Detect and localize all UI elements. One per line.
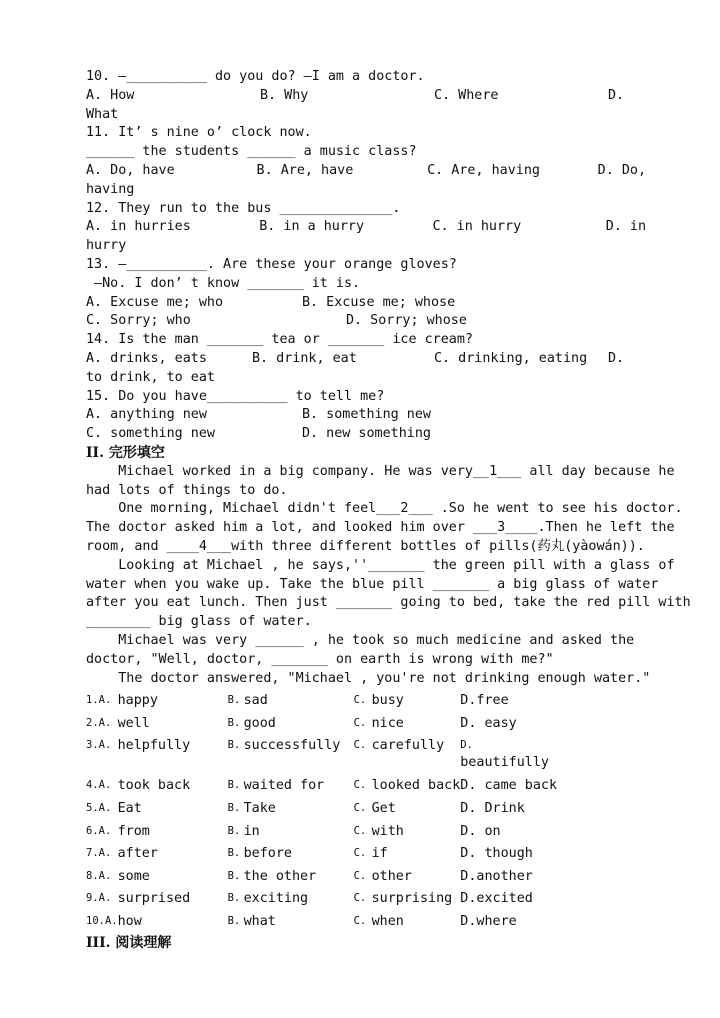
option-c-letter: C.	[353, 869, 367, 882]
option-b: B. Excuse me; whose	[302, 294, 456, 310]
passage-line: room, and ____4___with three different bottles of pills(药丸(yàowán)).	[86, 538, 645, 554]
option-number: 4.A.	[86, 779, 112, 792]
option-c: C. Sorry; who	[86, 313, 191, 329]
cloze-option-row	[86, 911, 580, 934]
option-a: A. Do, have	[86, 162, 175, 178]
option-a: A. How	[86, 87, 135, 103]
cloze-options-table	[86, 690, 580, 933]
option-c: with	[371, 823, 404, 839]
cloze-option-row	[86, 798, 580, 821]
question-13-options-ab	[86, 294, 646, 313]
passage-line: ________ big glass of water.	[86, 614, 312, 630]
worksheet-page	[86, 68, 691, 952]
option-c: when	[371, 914, 404, 930]
option-c-letter: C.	[353, 802, 367, 815]
option-b-letter: B.	[227, 892, 241, 905]
option-b-letter: B.	[227, 802, 241, 815]
question-12-options	[86, 218, 646, 237]
option-b: before	[243, 846, 292, 862]
option-d: D. easy	[460, 715, 517, 731]
option-number: 7.A.	[86, 847, 112, 860]
option-a: A. drinks, eats	[86, 350, 207, 366]
option-d-letter: D.	[460, 739, 473, 752]
option-d-text: beautifully	[460, 755, 549, 771]
option-number: 1.A.	[86, 694, 112, 707]
option-b-letter: B.	[227, 779, 241, 792]
passage-line: water when you wake up. Take the blue pill _______ a big glass of water	[86, 576, 659, 592]
option-c-letter: C.	[353, 779, 367, 792]
option-a: after	[117, 846, 158, 862]
cloze-option-row	[86, 888, 580, 911]
option-a: A. anything new	[86, 407, 207, 423]
option-c: carefully	[371, 738, 445, 754]
option-number: 3.A.	[86, 739, 112, 752]
passage-line: One morning, Michael didn't feel___2___ .So he went to see his doctor.	[86, 501, 683, 517]
option-a: happy	[117, 693, 158, 709]
option-d-continuation: What	[86, 106, 119, 122]
cloze-option-row	[86, 821, 580, 844]
option-b: sad	[243, 693, 268, 709]
option-number: 6.A.	[86, 824, 112, 837]
option-b: exciting	[243, 891, 309, 907]
option-d-continuation: having	[86, 181, 135, 197]
passage-line: The doctor asked him a lot, and looked him over ___3____.Then he left the	[86, 520, 675, 536]
option-number: 10.A.	[86, 915, 118, 928]
option-d: D.where	[460, 914, 517, 930]
question-11-stem: 11. It’ s nine o’ clock now.	[86, 125, 312, 141]
option-c: nice	[371, 715, 404, 731]
option-a: took back	[117, 778, 191, 794]
option-b: B. something new	[302, 407, 431, 423]
passage-line: Michael was very ______ , he took so much medicine and asked the	[86, 632, 635, 648]
option-b: what	[243, 914, 276, 930]
option-c-letter: C.	[353, 824, 367, 837]
question-14-stem: 14. Is the man _______ tea or _______ ice cream?	[86, 332, 473, 348]
question-12-stem: 12. They run to the bus ______________.	[86, 200, 401, 216]
option-d: D. Drink	[460, 801, 525, 817]
option-b: B. in a hurry	[259, 219, 365, 235]
option-c: busy	[371, 693, 404, 709]
option-b: B. drink, eat	[252, 350, 357, 366]
option-c-letter: C.	[353, 694, 367, 707]
question-15-stem: 15. Do you have__________ to tell me?	[86, 388, 385, 404]
option-b: Take	[243, 801, 276, 817]
option-c: C. Are, having	[427, 162, 540, 178]
option-d: D.	[608, 350, 625, 366]
option-b-letter: B.	[227, 716, 241, 729]
option-a: surprised	[117, 891, 191, 907]
option-b-letter: B.	[227, 694, 241, 707]
option-b: B. Why	[260, 87, 309, 103]
option-a: helpfully	[117, 738, 191, 754]
cloze-option-row	[86, 843, 580, 866]
option-d: D.free	[460, 693, 509, 709]
option-b: in	[243, 823, 260, 839]
option-number: 9.A.	[86, 892, 112, 905]
option-c-letter: C.	[353, 739, 367, 752]
option-b: B. Are, have	[256, 162, 354, 178]
option-b-letter: B.	[227, 915, 241, 928]
question-13-stem: 13. —__________. Are these your orange gloves?	[86, 256, 457, 272]
option-d: D. Do,	[597, 162, 647, 178]
question-10-stem: 10. —__________ do you do? —I am a doctor.	[86, 69, 425, 84]
question-10-options	[86, 87, 646, 106]
passage-line: had lots of things to do.	[86, 482, 288, 498]
option-c: C. drinking, eating	[434, 350, 588, 366]
passage-line: doctor, "Well, doctor, _______ on earth is wrong with me?"	[86, 651, 554, 667]
cloze-option-row	[86, 713, 580, 736]
question-14-options	[86, 350, 646, 369]
option-b-letter: B.	[227, 824, 241, 837]
option-b: the other	[243, 868, 317, 884]
section-3-heading: III. 阅读理解	[86, 934, 172, 951]
option-d: D.	[608, 87, 625, 103]
question-15-options-cd	[86, 425, 646, 444]
option-c-letter: C.	[353, 915, 367, 928]
option-number: 5.A.	[86, 802, 112, 815]
option-c: C. in hurry	[432, 219, 522, 235]
cloze-option-row	[86, 866, 580, 889]
option-d-continuation: hurry	[86, 238, 127, 254]
option-a: well	[117, 715, 150, 731]
question-13-stem-line2: —No. I don’ t know _______ it is.	[86, 275, 361, 291]
cloze-passage	[86, 463, 691, 689]
passage-line: Michael worked in a big company. He was very__1___ all day because he	[86, 463, 675, 479]
option-number: 8.A.	[86, 869, 112, 882]
option-b: successfully	[243, 738, 341, 754]
question-13-options-cd	[86, 312, 646, 331]
cloze-option-row	[86, 690, 580, 713]
cloze-option-row	[86, 735, 580, 775]
option-a: Eat	[117, 801, 142, 817]
option-d: D.excited	[460, 891, 533, 907]
option-c-letter: C.	[353, 716, 367, 729]
option-a: some	[117, 868, 150, 884]
question-11-stem-line2: ______ the students ______ a music class?	[86, 144, 417, 160]
option-d: D. new something	[302, 426, 431, 442]
option-d: D. on	[460, 823, 501, 839]
option-c-letter: C.	[353, 892, 367, 905]
option-c: surprising	[371, 891, 453, 907]
question-15-options-ab	[86, 406, 646, 425]
option-b-letter: B.	[227, 739, 241, 752]
option-b: waited for	[243, 778, 325, 794]
option-d: D. Sorry; whose	[346, 313, 467, 329]
option-a: how	[117, 914, 142, 930]
option-b: good	[243, 715, 276, 731]
passage-line: The doctor answered, "Michael , you're not drinking enough water."	[86, 670, 651, 686]
option-d: D. came back	[460, 778, 558, 794]
option-d: D. though	[460, 846, 533, 862]
option-c: C. something new	[86, 426, 215, 442]
option-b-letter: B.	[227, 847, 241, 860]
section-2-heading: II. 完形填空	[86, 444, 165, 461]
passage-line: after you eat lunch. Then just _______ going to bed, take the red pill with	[86, 595, 691, 611]
cloze-option-row	[86, 775, 580, 798]
option-a: from	[117, 823, 150, 839]
option-d	[460, 735, 580, 775]
question-11-options	[86, 162, 646, 181]
option-number: 2.A.	[86, 716, 112, 729]
option-c: if	[371, 846, 388, 862]
option-d: D.another	[460, 868, 533, 884]
option-c: other	[371, 868, 412, 884]
option-d: D. in	[605, 219, 647, 235]
passage-line: Looking at Michael , he says,''_______ the green pill with a glass of	[86, 557, 675, 573]
option-c: C. Where	[434, 87, 499, 103]
option-c: looked back	[371, 778, 461, 794]
option-a: A. Excuse me; who	[86, 294, 224, 310]
option-a: A. in hurries	[86, 219, 191, 235]
option-c: Get	[371, 801, 396, 817]
option-c-letter: C.	[353, 847, 367, 860]
option-b-letter: B.	[227, 869, 241, 882]
option-d-continuation: to drink, to eat	[86, 369, 215, 385]
